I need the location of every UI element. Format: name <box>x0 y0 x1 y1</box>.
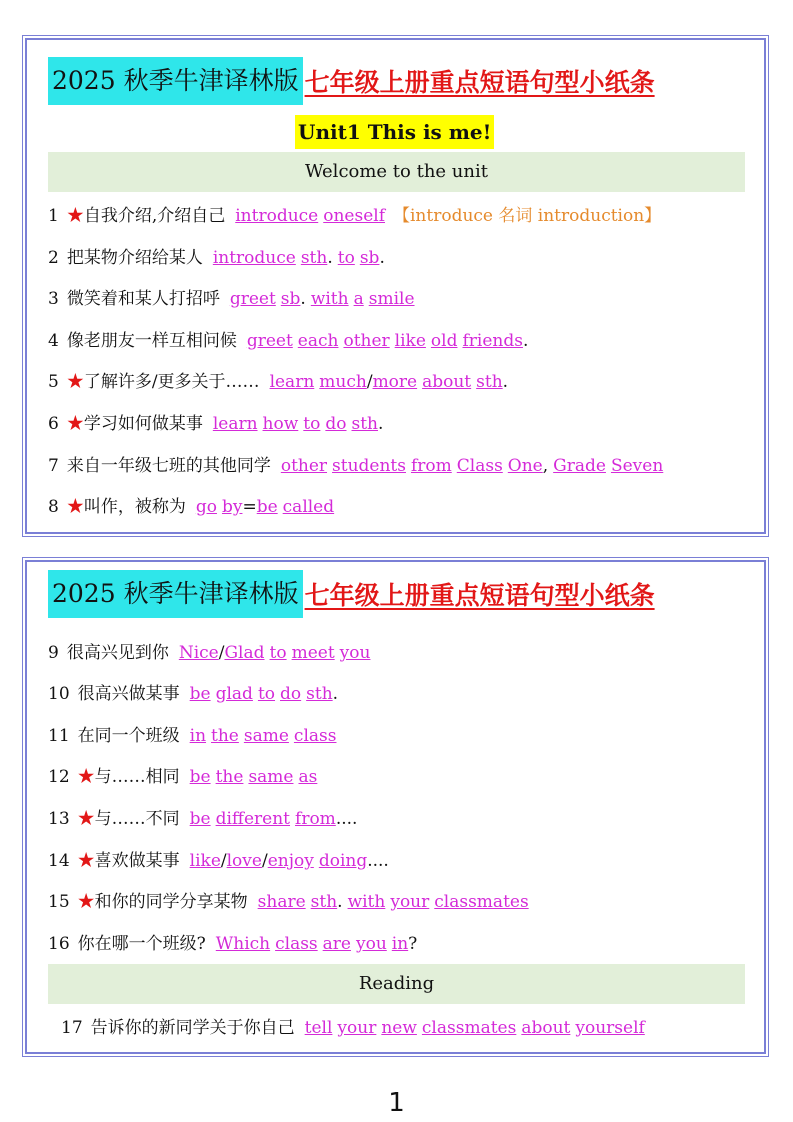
english-word: sth <box>310 892 338 912</box>
row-number: 11 <box>48 726 70 746</box>
english-word: students <box>332 456 406 476</box>
english-word: you <box>355 934 387 954</box>
english-word: do <box>325 414 347 434</box>
phrase-row <box>61 1013 761 1043</box>
title-left: 2025 秋季牛津译林版 <box>48 57 303 105</box>
punctuation: / <box>366 372 373 392</box>
english-word: greet <box>229 289 276 309</box>
english-word: Grade <box>553 456 606 476</box>
phrase-row <box>48 929 748 959</box>
english-word: about <box>422 372 472 392</box>
phrase-row <box>48 679 748 709</box>
phrase-row <box>48 638 748 668</box>
punctuation: / <box>261 851 268 871</box>
english-word: learn <box>269 372 315 392</box>
english-word: a <box>353 289 364 309</box>
row-number: 5 <box>48 372 59 392</box>
word-form-note: 【introduce 名词 introduction】 <box>393 206 662 226</box>
english-word: different <box>215 809 291 829</box>
english-word: by <box>221 497 243 517</box>
punctuation: . <box>378 414 384 434</box>
punctuation: = <box>242 497 257 517</box>
punctuation: . <box>337 892 343 912</box>
phrase-row <box>48 492 748 522</box>
card-unit1-part2 <box>25 560 766 1054</box>
english-word: from <box>295 809 336 829</box>
punctuation: , <box>542 456 549 476</box>
chinese-meaning: 了解许多/更多关于…… <box>83 372 260 392</box>
english-word: as <box>298 767 318 787</box>
english-word: class <box>275 934 318 954</box>
section-reading: Reading <box>48 964 745 1004</box>
english-word: like <box>189 851 221 871</box>
chinese-meaning: 与……不同 <box>94 809 180 829</box>
english-word: love <box>226 851 262 871</box>
key-star-icon: ★ <box>77 767 95 787</box>
punctuation: / <box>218 643 225 663</box>
english-word: Glad <box>224 643 265 663</box>
key-star-icon: ★ <box>66 497 84 517</box>
english-word: class <box>293 726 337 746</box>
phrase-row <box>48 804 748 834</box>
chinese-meaning: 像老朋友一样互相问候 <box>66 331 237 351</box>
english-word: old <box>430 331 458 351</box>
header-title-2 <box>48 569 655 619</box>
english-word: sth <box>306 684 333 704</box>
punctuation: . <box>327 248 333 268</box>
title-left: 2025 秋季牛津译林版 <box>48 570 303 618</box>
english-word: with <box>347 892 386 912</box>
title-right: 七年级上册重点短语句型小纸条 <box>304 581 655 610</box>
header-title <box>48 56 655 106</box>
english-word: like <box>394 331 426 351</box>
english-word: from <box>410 456 452 476</box>
punctuation: ? <box>408 934 418 954</box>
english-word: do <box>280 684 302 704</box>
english-word: introduce <box>212 248 296 268</box>
phrase-row <box>48 762 748 792</box>
english-word: sb <box>280 289 301 309</box>
chinese-meaning: 喜欢做某事 <box>94 851 180 871</box>
chinese-meaning: 你在哪一个班级? <box>77 934 206 954</box>
english-word: classmates <box>421 1018 517 1038</box>
english-word: be <box>256 497 278 517</box>
phrase-row <box>48 243 748 273</box>
chinese-meaning: 告诉你的新同学关于你自己 <box>90 1018 295 1038</box>
phrase-row <box>48 721 748 751</box>
english-word: to <box>269 643 287 663</box>
row-number: 15 <box>48 892 70 912</box>
punctuation: .... <box>335 809 358 829</box>
english-word: sth <box>476 372 503 392</box>
english-word: doing <box>318 851 368 871</box>
punctuation: . <box>522 331 529 351</box>
english-word: glad <box>215 684 253 704</box>
english-word: sb <box>359 248 380 268</box>
chinese-meaning: 在同一个班级 <box>77 726 180 746</box>
row-number: 12 <box>48 767 70 787</box>
english-word: the <box>215 767 244 787</box>
phrase-row <box>48 326 748 356</box>
chinese-meaning: 很高兴做某事 <box>77 684 180 704</box>
english-word: yourself <box>575 1018 645 1038</box>
punctuation: . <box>379 248 385 268</box>
english-word: much <box>319 372 367 392</box>
english-word: other <box>343 331 390 351</box>
english-word: Which <box>215 934 271 954</box>
english-word: meet <box>291 643 335 663</box>
english-word: in <box>189 726 207 746</box>
english-word: tell <box>304 1018 333 1038</box>
english-word: friends <box>462 331 523 351</box>
chinese-meaning: 和你的同学分享某物 <box>94 892 248 912</box>
english-word: to <box>303 414 321 434</box>
english-word: share <box>257 892 306 912</box>
english-word: to <box>337 248 355 268</box>
english-word: same <box>248 767 294 787</box>
english-word: be <box>189 809 211 829</box>
chinese-meaning: 与……相同 <box>94 767 180 787</box>
row-number: 3 <box>48 289 59 309</box>
punctuation: . <box>502 372 509 392</box>
english-word: be <box>189 684 211 704</box>
english-word: sth <box>300 248 328 268</box>
row-number: 1 <box>48 206 59 226</box>
english-word: each <box>297 331 339 351</box>
row-number: 7 <box>48 456 59 476</box>
english-word: how <box>262 414 299 434</box>
row-number: 2 <box>48 248 59 268</box>
chinese-meaning: 叫作，被称为 <box>83 497 186 517</box>
english-word: more <box>372 372 418 392</box>
section-welcome: Welcome to the unit <box>48 152 745 192</box>
key-star-icon: ★ <box>66 206 84 226</box>
chinese-meaning: 自我介绍,介绍自己 <box>83 206 226 226</box>
key-star-icon: ★ <box>66 372 84 392</box>
punctuation: / <box>220 851 227 871</box>
row-number: 14 <box>48 851 70 871</box>
phrase-row <box>48 451 748 481</box>
english-word: Seven <box>610 456 664 476</box>
english-word: other <box>280 456 328 476</box>
phrase-row <box>48 887 748 917</box>
phrase-row <box>48 409 748 439</box>
chinese-meaning: 微笑着和某人打招呼 <box>66 289 220 309</box>
punctuation: . <box>332 684 339 704</box>
english-word: new <box>381 1018 417 1038</box>
chinese-meaning: 来自一年级七班的其他同学 <box>66 456 271 476</box>
phrase-row <box>48 846 748 876</box>
english-word: smile <box>368 289 415 309</box>
key-star-icon: ★ <box>77 851 95 871</box>
english-word: classmates <box>434 892 529 912</box>
english-word: Class <box>456 456 503 476</box>
card-unit1-part1 <box>25 38 766 534</box>
row-number: 4 <box>48 331 59 351</box>
row-number: 8 <box>48 497 59 517</box>
english-word: go <box>195 497 217 517</box>
english-word: about <box>521 1018 571 1038</box>
english-word: called <box>282 497 335 517</box>
phrase-row <box>48 284 748 314</box>
english-word: learn <box>212 414 258 434</box>
english-word: enjoy <box>267 851 314 871</box>
english-word: to <box>257 684 276 704</box>
key-star-icon: ★ <box>77 892 95 912</box>
row-number: 9 <box>48 643 59 663</box>
english-word: are <box>322 934 351 954</box>
english-word: same <box>243 726 289 746</box>
english-word: sth <box>351 414 379 434</box>
row-number: 16 <box>48 934 70 954</box>
english-word: introduce <box>235 206 319 226</box>
title-right: 七年级上册重点短语句型小纸条 <box>304 68 655 97</box>
row-number: 17 <box>61 1018 83 1038</box>
english-word: oneself <box>323 206 385 226</box>
row-number: 13 <box>48 809 70 829</box>
chinese-meaning: 很高兴见到你 <box>66 643 169 663</box>
english-word: your <box>337 1018 377 1038</box>
chinese-meaning: 把某物介绍给某人 <box>66 248 203 268</box>
chinese-meaning: 学习如何做某事 <box>83 414 203 434</box>
key-star-icon: ★ <box>77 809 95 829</box>
phrase-row <box>48 367 748 397</box>
english-word: with <box>310 289 349 309</box>
punctuation: . <box>300 289 306 309</box>
phrase-row <box>48 201 748 231</box>
english-word: your <box>390 892 430 912</box>
key-star-icon: ★ <box>66 414 84 434</box>
english-word: One <box>507 456 543 476</box>
english-word: be <box>189 767 211 787</box>
punctuation: .... <box>367 851 389 871</box>
english-word: Nice <box>178 643 219 663</box>
english-word: you <box>339 643 371 663</box>
row-number: 10 <box>48 684 70 704</box>
page-number: 1 <box>388 1088 405 1118</box>
english-word: greet <box>246 331 293 351</box>
unit-title: Unit1 This is me! <box>295 115 494 149</box>
english-word: in <box>391 934 409 954</box>
english-word: the <box>211 726 239 746</box>
row-number: 6 <box>48 414 59 434</box>
